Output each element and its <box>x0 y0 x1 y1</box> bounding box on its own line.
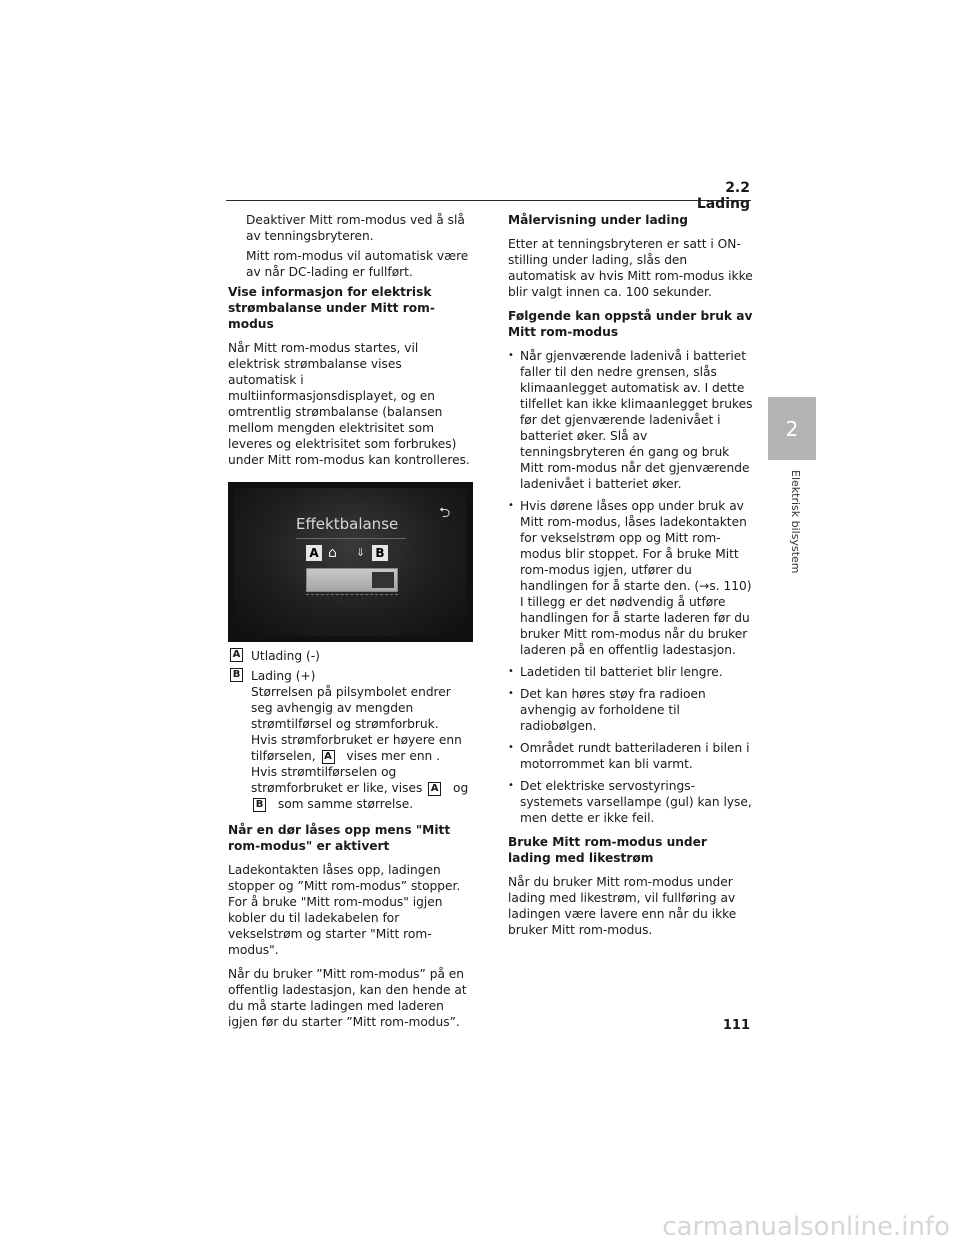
legend-b-line3-mid: og <box>453 781 469 795</box>
callout-a-inline: A <box>322 750 335 764</box>
paragraph-power-balance: Når Mitt rom-modus startes, vil elektrisk strømbalanse vises automatisk i multiinformasjonsdisplayet, og en omtrentlig strømbalanse (balansen mellom mengden elektrisitet som leveres og elektrisitet som forbrukes) under Mitt rom-modus kan kontrolleres. <box>228 341 470 467</box>
header-rule <box>226 200 751 201</box>
legend-b-line3 <box>251 764 473 812</box>
legend-b-line3-text: Hvis strømtilførselen og strømforbruket er like, vises <box>251 765 423 795</box>
display-title: Effektbalanse <box>296 515 399 533</box>
display-screenshot <box>228 482 473 642</box>
list-item: • Området rundt batteriladeren i bilen i motorrommet kan bli varmt. <box>508 740 753 772</box>
energy-flow-row <box>306 545 398 561</box>
right-column <box>508 212 753 946</box>
watermark: carmanualsonline.info <box>662 1212 950 1242</box>
chapter-title: Elektrisk bilsystem <box>789 470 802 574</box>
heading-power-balance: Vise informasjon for elektrisk strømbalanse under Mitt rom-modus <box>228 285 435 331</box>
callout-a: A <box>230 648 243 662</box>
legend-b-line2-end: vises mer enn . <box>346 749 441 763</box>
legend-b-line2 <box>251 732 473 764</box>
back-arrow-icon: ⮌ <box>439 505 451 521</box>
intro-paragraph-2: Mitt rom-modus vil automatisk være av når DC-lading er fullført. <box>246 249 469 279</box>
paragraph-dc-charging: Når du bruker Mitt rom-modus under lading med likestrøm, vil fullføring av ladingen være lavere enn når du ikke bruker Mitt rom-modus. <box>508 875 737 937</box>
legend-text-b <box>251 668 473 812</box>
left-column <box>228 212 473 1038</box>
bullet-list <box>508 348 753 826</box>
heading-meter-display: Målervisning under lading <box>508 213 688 227</box>
callout-b-inline: B <box>253 798 266 812</box>
chapter-number: 2 <box>785 416 799 441</box>
page-number: 111 <box>722 1018 750 1033</box>
legend-text-a: Utlading (-) <box>251 649 320 663</box>
display-divider <box>296 538 406 539</box>
list-item: • Det elektriske servostyrings-systemets varsellampe (gul) kan lyse, men dette er ikke feil. <box>508 778 753 826</box>
battery-level <box>372 572 394 588</box>
section-header: 2.2 Lading <box>696 180 750 212</box>
flow-label-b: B <box>372 545 388 561</box>
battery-icon <box>306 568 398 592</box>
list-item: • Det kan høres støy fra radioen avhengig av forholdene til radiobølgen. <box>508 686 753 734</box>
legend-b-line2-text: Hvis strømforbruket er høyere enn tilførselen, <box>251 733 462 763</box>
legend-item-a <box>228 648 473 664</box>
flow-label-a: A <box>306 545 322 561</box>
paragraph-meter-display: Etter at tenningsbryteren er satt i ON-stilling under lading, slås den automatisk av hvis Mitt rom-modus ikke blir valgt innen ca. 100 sekunder. <box>508 237 753 299</box>
heading-door-unlock: Når en dør låses opp mens "Mitt rom-modus" er aktivert <box>228 823 451 853</box>
intro-paragraph-1: Deaktiver Mitt rom-modus ved å slå av tenningsbryteren. <box>246 213 465 243</box>
paragraph-public-station: Når du bruker ”Mitt rom-modus” på en offentlig ladestasjon, kan den hende at du må starte ladingen med laderen igjen før du starter ”Mitt rom-modus”. <box>228 967 467 1029</box>
paragraph-door-unlock: Ladekontakten låses opp, ladingen stopper og ”Mitt rom-modus” stopper. For å bruke "Mitt rom-modus" igjen kobler du til ladekabelen for vekselstrøm og starter "Mitt rom-modus". <box>228 863 461 957</box>
heading-dc-charging: Bruke Mitt rom-modus under lading med likestrøm <box>508 835 707 865</box>
callout-a-inline-2: A <box>428 782 441 796</box>
list-item: • Hvis dørene låses opp under bruk av Mitt rom-modus, låses ladekontakten for vekselstrøm opp og Mitt rom-modus blir stoppet. For å bruke Mitt rom-modus igjen, utfører du handlingen for å starte den. (→s. 110) I tillegg er det nødvendig å utføre handlingen for å starte laderen før du bruker Mitt rom-modus når du bruker laderen på en offentlig ladestasjon. <box>508 498 753 658</box>
legend-b-line3-end: som samme størrelse. <box>277 797 414 811</box>
chapter-tab <box>768 397 816 460</box>
display-panel <box>234 488 467 636</box>
legend-b-line1: Størrelsen på pilsymbolet endrer seg avhengig av mengden strømtilførsel og strømforbruk. <box>251 685 451 731</box>
legend-b-title: Lading (+) <box>251 669 316 683</box>
heading-may-occur: Følgende kan oppstå under bruk av Mitt rom-modus <box>508 309 753 339</box>
battery-scale <box>306 594 398 595</box>
down-arrow-icon: ⇓ <box>356 546 366 559</box>
house-icon: ⌂ <box>328 545 337 561</box>
legend-item-b <box>228 668 473 812</box>
list-item: • Når gjenværende ladenivå i batteriet faller til den nedre grensen, slås klimaanlegget automatisk av. I dette tilfellet kan ikke klimaanlegget brukes før det gjenværende ladenivået i batteriet øker. Slå av tenningsbryteren én gang og bruk Mitt rom-modus når det gjenværende ladenivået i batteriet øker. <box>508 348 753 492</box>
callout-b: B <box>230 668 243 682</box>
list-item: • Ladetiden til batteriet blir lengre. <box>508 664 753 680</box>
